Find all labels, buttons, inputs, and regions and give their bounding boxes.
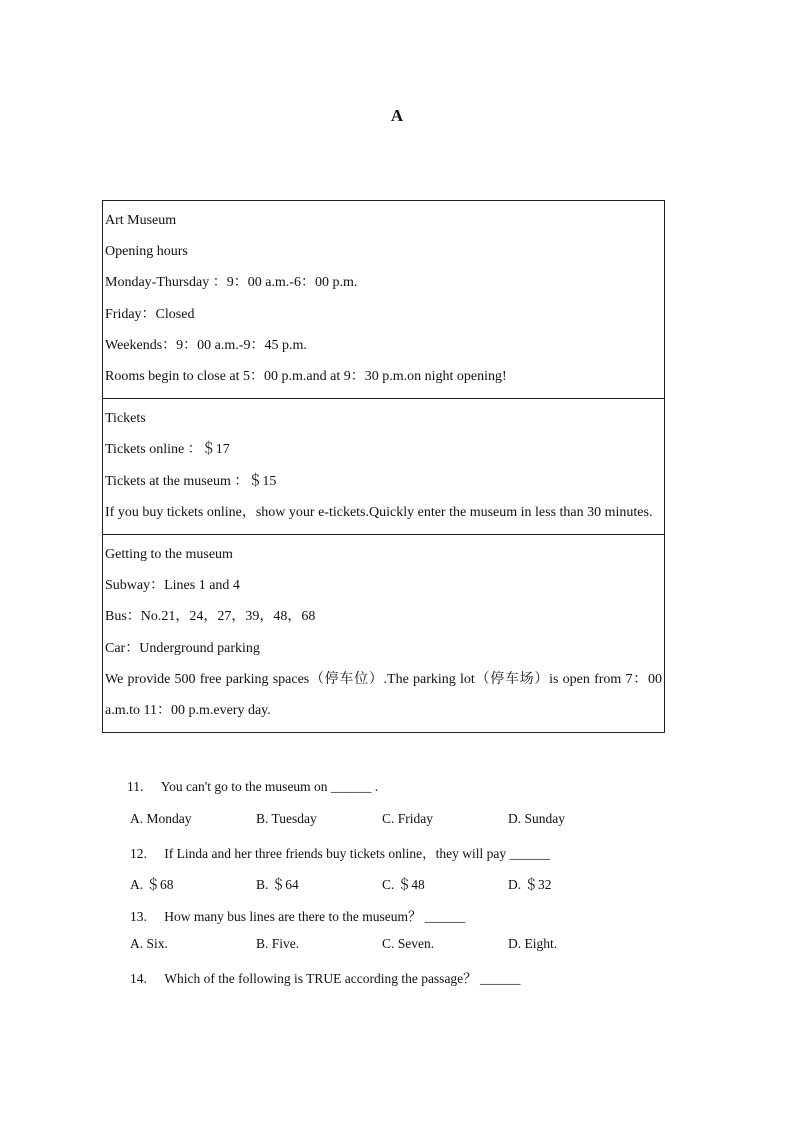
question-text: You can't go to the museum on ______ . — [160, 779, 379, 794]
option-a[interactable]: A. Monday — [130, 811, 192, 826]
option-b[interactable]: B. Five. — [256, 936, 300, 951]
online-ticket-price: Tickets online ：＄17 — [105, 442, 230, 458]
weekend-hours: Weekends：9：00 a.m.-9：45 p.m. — [105, 337, 307, 353]
bus-info: Bus：No.21，24，27，39，48，68 — [105, 609, 316, 625]
question-11 — [127, 779, 378, 795]
question-number: 14. — [130, 971, 147, 986]
tickets-heading: Tickets — [105, 411, 146, 427]
subway-info: Subway：Lines 1 and 4 — [105, 578, 240, 594]
question-12 — [130, 842, 550, 862]
weekday-hours: Monday-Thursday ：9：00 a.m.-6：00 p.m. — [105, 275, 358, 291]
getting-there-section — [103, 535, 665, 733]
section-heading: A — [390, 106, 404, 125]
question-text: Which of the following is TRUE according the passage？ ______ — [164, 971, 521, 986]
option-d[interactable]: D. Eight. — [508, 936, 558, 951]
option-d[interactable]: D. Sunday — [508, 811, 565, 826]
question-text: If Linda and her three friends buy tickets online，they will pay ______ — [164, 846, 551, 861]
e-ticket-note: If you buy tickets online，show your e-tickets.Quickly enter the museum in less than 30 minutes. — [105, 504, 653, 520]
option-c[interactable]: C. Seven. — [382, 936, 435, 951]
friday-hours: Friday：Closed — [105, 306, 195, 322]
option-a[interactable]: A. Six. — [130, 936, 168, 951]
question-13 — [130, 905, 465, 925]
option-c[interactable]: C. ＄48 — [382, 877, 425, 892]
parking-note: We provide 500 free parking spaces（停车位）.The parking lot（停车场）is open from 7：00 a.m.to 11：00 p.m.every day. — [105, 671, 662, 719]
option-d[interactable]: D. ＄32 — [508, 877, 552, 892]
option-b[interactable]: B. ＄64 — [256, 877, 299, 892]
option-a[interactable]: A. ＄68 — [130, 877, 174, 892]
closing-note: Rooms begin to close at 5：00 p.m.and at 9：30 p.m.on night opening! — [105, 369, 507, 385]
question-number: 13. — [130, 909, 147, 924]
question-number: 11. — [127, 779, 144, 794]
question-number: 12. — [130, 846, 147, 861]
getting-there-heading: Getting to the museum — [105, 547, 233, 563]
question-text: How many bus lines are there to the museum？ ______ — [164, 909, 466, 924]
question-14 — [130, 967, 521, 987]
museum-name: Art Museum — [105, 213, 177, 228]
opening-hours-section — [103, 201, 665, 399]
museum-ticket-price: Tickets at the museum ：＄15 — [105, 473, 277, 489]
car-info: Car：Underground parking — [105, 640, 260, 656]
option-b[interactable]: B. Tuesday — [256, 811, 317, 826]
tickets-section — [103, 399, 665, 535]
museum-info-table — [102, 200, 665, 733]
opening-hours-heading: Opening hours — [105, 244, 188, 260]
option-c[interactable]: C. Friday — [382, 811, 434, 826]
